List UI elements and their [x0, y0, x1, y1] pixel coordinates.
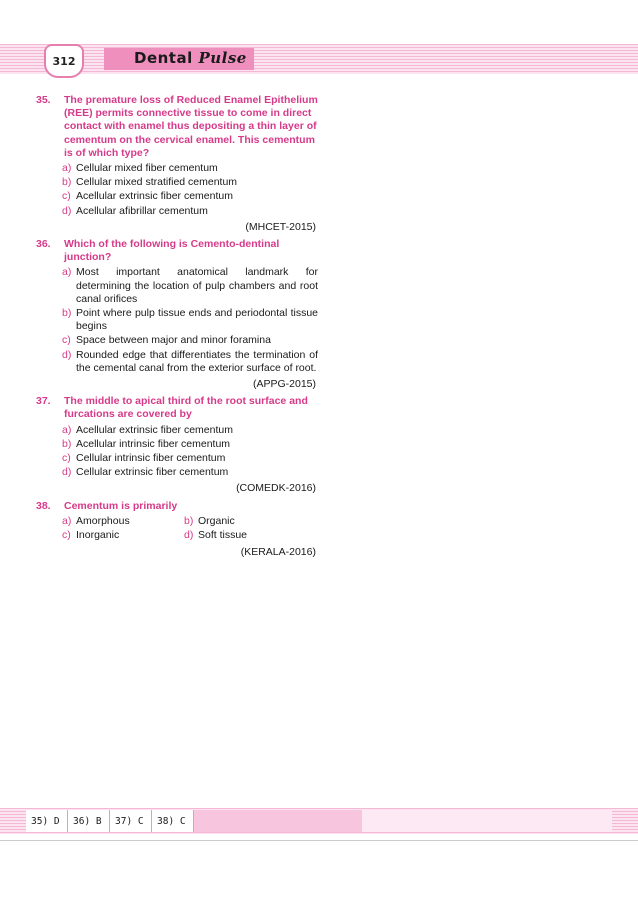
question-text: The premature loss of Reduced Enamel Epithelium (REE) permits connective tissue to come in direct contact with enamel thus depositing a thin layer of cementum on the cervical enamel. This cementum is of which type?	[64, 94, 318, 159]
option-letter: a)	[62, 514, 72, 527]
question-36	[36, 238, 318, 264]
question-37	[36, 395, 318, 421]
option-text: Acellular afibrillar cementum	[76, 204, 208, 217]
page-number: 312	[52, 54, 76, 68]
question-text: Cementum is primarily	[64, 499, 178, 512]
option-letter: d)	[184, 529, 194, 542]
option-letter: b)	[62, 437, 72, 450]
answer-key	[26, 810, 612, 832]
option	[36, 205, 318, 218]
book-title-script: Pulse	[198, 49, 247, 67]
option-text: Organic	[198, 514, 235, 527]
answer-filler	[194, 810, 362, 832]
option-letter: c)	[62, 334, 71, 347]
option	[36, 349, 318, 375]
option-letter: d)	[62, 348, 72, 361]
question-column	[36, 94, 318, 564]
book-title-prefix: Dental	[134, 49, 199, 67]
answer-filler	[362, 810, 612, 832]
option-letter: b)	[62, 176, 72, 189]
answer-cell: 37) C	[110, 810, 152, 832]
answer-cell: 38) C	[152, 810, 194, 832]
header-band	[0, 44, 638, 74]
option-text: Cellular mixed fiber cementum	[76, 162, 218, 175]
option	[36, 452, 318, 465]
option-letter: a)	[62, 266, 72, 279]
option	[36, 438, 318, 451]
option	[36, 466, 318, 479]
option	[184, 515, 235, 528]
option-letter: d)	[62, 204, 72, 217]
option-text: Cellular extrinsic fiber cementum	[76, 466, 229, 479]
question-number: 35.	[36, 94, 51, 106]
option-text: Space between major and minor foramina	[76, 334, 271, 347]
option-text: Inorganic	[76, 529, 120, 542]
book-title	[134, 49, 247, 67]
option	[36, 424, 318, 437]
option-text: Cellular mixed stratified cementum	[76, 176, 238, 189]
option	[184, 529, 247, 542]
question-number: 37.	[36, 395, 51, 408]
option-row	[36, 529, 318, 543]
option-letter: c)	[62, 529, 71, 542]
question-text: The middle to apical third of the root surface and furcations are covered by	[64, 395, 308, 421]
option-letter: a)	[62, 162, 72, 175]
option-letter: c)	[62, 452, 71, 465]
option-text: Acellular extrinsic fiber cementum	[76, 190, 233, 203]
exam-source: (COMEDK-2016)	[236, 482, 316, 495]
option	[36, 190, 318, 203]
option-text: Soft tissue	[198, 529, 248, 542]
exam-source: (APPG-2015)	[252, 378, 316, 391]
option	[36, 334, 318, 347]
option-text: Rounded edge that differentiates the termination of the cemental canal from the exterior surface of root.	[76, 348, 318, 374]
option-text: Amorphous	[76, 514, 130, 527]
option-text: Most important anatomical landmark for determining the location of pulp chambers and root canal orifices	[76, 266, 318, 305]
option-text: Acellular intrinsic fiber cementum	[76, 437, 231, 450]
tooth-icon	[44, 44, 84, 78]
option	[36, 176, 318, 189]
answer-cell: 35) D	[26, 810, 68, 832]
option-text: Acellular extrinsic fiber cementum	[76, 423, 233, 436]
option-row	[36, 515, 318, 529]
option	[36, 515, 184, 528]
option-letter: b)	[62, 307, 72, 320]
option	[36, 307, 318, 333]
question-text: Which of the following is Cemento-dentinal junction?	[64, 238, 280, 264]
option-letter: d)	[62, 466, 72, 479]
option-text: Cellular intrinsic fiber cementum	[76, 452, 226, 465]
question-number: 38.	[36, 499, 51, 512]
question-35	[36, 94, 318, 160]
answer-cell: 36) B	[68, 810, 110, 832]
option-letter: c)	[62, 190, 71, 203]
option	[36, 266, 318, 306]
option	[36, 529, 184, 542]
exam-source: (MHCET-2015)	[245, 220, 316, 233]
option-text: Point where pulp tissue ends and periodontal tissue begins	[76, 307, 318, 333]
question-38	[36, 500, 318, 513]
option	[36, 162, 318, 175]
question-number: 36.	[36, 238, 51, 251]
exam-source: (KERALA-2016)	[240, 546, 316, 559]
footer-rule	[0, 840, 638, 841]
option-letter: b)	[184, 514, 194, 527]
option-letter: a)	[62, 423, 72, 436]
